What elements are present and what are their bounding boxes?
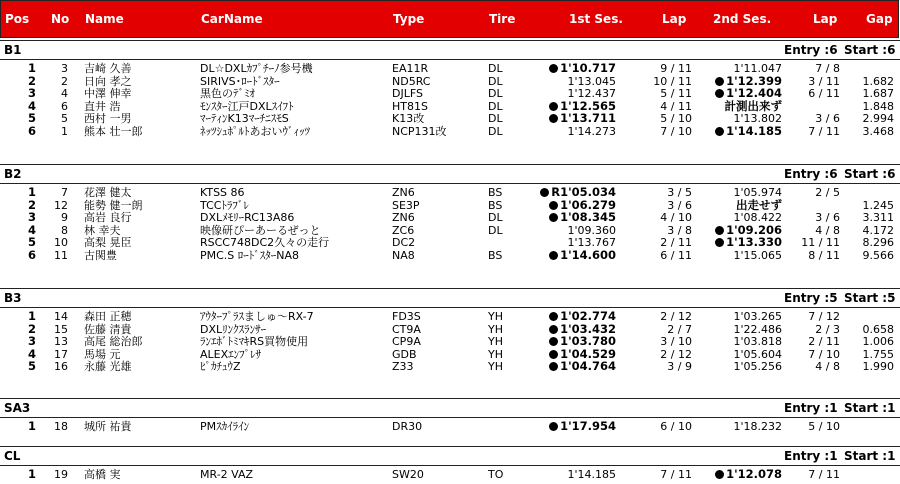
table-row	[0, 360, 900, 373]
no-cell: 15	[54, 322, 68, 336]
session1-time-cell	[520, 249, 616, 262]
driver-name-cell: 高尾 総治郎	[84, 335, 143, 349]
no-cell: 10	[54, 236, 68, 250]
gap-cell: 4.172	[862, 223, 894, 237]
best-lap-marker-icon	[715, 89, 724, 98]
type-cell: DR30	[392, 420, 423, 433]
section-header-b3	[0, 291, 900, 307]
driver-name-cell: 古関豊	[84, 249, 117, 262]
car-name-cell: KTSS 86	[200, 186, 245, 199]
col-carname: CarName	[201, 12, 263, 26]
no-cell: 13	[54, 335, 68, 349]
car-name-cell: MR-2 VAZ	[200, 468, 254, 481]
no-cell: 14	[54, 310, 68, 323]
no-cell: 9	[61, 211, 68, 225]
no-cell: 6	[61, 99, 68, 113]
no-cell: 2	[61, 74, 68, 88]
no-cell: 8	[61, 223, 68, 237]
no-cell: 12	[54, 198, 68, 212]
no-cell: 1	[61, 125, 68, 138]
session1-time-cell-text: 1'13.045	[567, 74, 616, 88]
type-cell: SE3P	[392, 198, 420, 212]
no-cell: 19	[54, 468, 68, 481]
section-entry-count: Entry :6	[784, 43, 838, 57]
lap2-cell: 2 / 11	[808, 335, 840, 349]
gap-cell: 8.296	[862, 236, 894, 250]
session1-time-cell-text: 1'04.529	[560, 346, 616, 361]
tire-cell: YH	[488, 322, 503, 336]
column-header	[0, 0, 899, 38]
lap1-cell: 3 / 5	[667, 186, 692, 199]
section-top-rule	[0, 288, 900, 289]
session1-time-cell	[520, 125, 616, 138]
lap1-cell: 6 / 11	[660, 249, 692, 262]
pos-cell: 3	[27, 210, 36, 225]
pos-cell: 5	[27, 359, 36, 374]
session1-time-cell-text: 1'13.767	[567, 236, 616, 250]
lap2-cell: 8 / 11	[808, 249, 840, 262]
table-row	[0, 100, 900, 113]
section-header-rule	[0, 307, 900, 308]
col-gap: Gap	[866, 12, 893, 26]
best-lap-marker-icon	[715, 226, 724, 235]
pos-cell: 3	[27, 86, 36, 101]
driver-name-cell: 能勢 健一朗	[84, 198, 143, 212]
pos-cell: 1	[27, 61, 36, 75]
session1-time-cell	[520, 75, 616, 88]
driver-name-cell: 日向 孝之	[84, 74, 132, 88]
best-lap-marker-icon	[715, 77, 724, 86]
col-ses2: 2nd Ses.	[713, 12, 772, 26]
type-cell: ZN6	[392, 211, 415, 225]
lap2-cell: 5 / 10	[808, 420, 840, 433]
tire-cell: BS	[488, 198, 503, 212]
session1-time-cell-text: 1'09.360	[567, 223, 616, 237]
tire-cell: DL	[488, 74, 503, 88]
table-row	[0, 323, 900, 336]
pos-cell: 5	[27, 235, 36, 250]
tire-cell: YH	[488, 360, 503, 374]
driver-name-cell: 馬場 元	[84, 347, 121, 361]
session2-time-cell-text: 計測出来ず	[724, 98, 782, 113]
session2-time-cell-text: 1'03.818	[733, 335, 782, 349]
lap1-cell: 6 / 10	[660, 420, 692, 433]
lap1-cell: 3 / 6	[667, 198, 692, 212]
session1-time-cell	[520, 360, 616, 373]
section-start-count: Start :6	[844, 43, 896, 57]
type-cell: SW20	[392, 468, 424, 481]
pos-cell: 1	[27, 185, 36, 199]
session2-time-cell	[688, 199, 782, 212]
section-header-b1	[0, 43, 900, 59]
tire-cell: BS	[488, 186, 503, 199]
session2-time-cell-text: 1'09.206	[726, 222, 782, 237]
session2-time-cell-text: 1'12.399	[726, 73, 782, 88]
session2-time-cell-text: 1'08.422	[733, 211, 782, 225]
session2-time-cell-text: 1'13.330	[726, 235, 782, 250]
best-lap-marker-icon	[549, 422, 558, 431]
lap1-cell: 10 / 11	[653, 74, 692, 88]
session1-time-cell-text: 1'10.717	[560, 61, 616, 75]
driver-name-cell: 森田 正穂	[84, 310, 132, 323]
session1-time-cell	[520, 211, 616, 224]
type-cell: NA8	[392, 249, 415, 262]
driver-name-cell: 花澤 健太	[84, 186, 132, 199]
pos-cell: 1	[27, 309, 36, 323]
session2-time-cell	[688, 335, 782, 348]
session1-time-cell-text: 1'02.774	[560, 309, 616, 323]
session2-time-cell-text: 出走せず	[736, 197, 782, 212]
type-cell: ND5RC	[392, 74, 431, 88]
table-row	[0, 125, 900, 138]
table-row	[0, 420, 900, 433]
section-class-label: B1	[4, 43, 22, 57]
tire-cell: YH	[488, 310, 503, 323]
section-start-count: Start :6	[844, 167, 896, 181]
type-cell: K13改	[392, 112, 425, 126]
gap-cell: 1.990	[862, 360, 894, 374]
session1-time-cell-text: 1'08.345	[560, 210, 616, 225]
lap1-cell: 2 / 7	[667, 322, 692, 336]
lap2-cell: 7 / 11	[808, 468, 840, 481]
col-ses1: 1st Ses.	[569, 12, 623, 26]
section-entry-count: Entry :6	[784, 167, 838, 181]
table-row	[0, 249, 900, 262]
lap1-cell: 2 / 12	[660, 347, 692, 361]
session2-time-cell	[688, 348, 782, 361]
type-cell: DJLFS	[392, 87, 423, 101]
pos-cell: 4	[27, 346, 36, 361]
type-cell: EA11R	[392, 62, 429, 75]
lap2-cell: 2 / 3	[815, 322, 840, 336]
session1-time-cell-text: 1'06.279	[560, 197, 616, 212]
tire-cell: YH	[488, 347, 503, 361]
driver-name-cell: 永藤 光雄	[84, 360, 132, 374]
pos-cell: 4	[27, 98, 36, 113]
session1-time-cell-text: 1'03.432	[560, 321, 616, 336]
lap2-cell: 2 / 5	[815, 186, 840, 199]
type-cell: ZC6	[392, 223, 415, 237]
driver-name-cell: 西村 一男	[84, 112, 132, 126]
gap-cell: 1.755	[862, 347, 894, 361]
tire-cell: DL	[488, 223, 503, 237]
car-name-cell: ﾏｰﾃｨﾝK13ﾏｰﾁﾆｽﾓS	[200, 112, 289, 126]
no-cell: 11	[54, 249, 68, 262]
no-cell: 16	[54, 360, 68, 374]
best-lap-marker-icon	[549, 201, 558, 210]
session2-time-cell-text: 1'12.078	[726, 467, 782, 481]
lap1-cell: 5 / 10	[660, 112, 692, 126]
no-cell: 3	[61, 62, 68, 75]
lap1-cell: 9 / 11	[660, 62, 692, 75]
car-name-cell: RSCC748DC2久々の走行	[200, 236, 330, 250]
pos-cell: 6	[27, 248, 36, 262]
session1-time-cell-text: 1'13.711	[560, 111, 616, 126]
tire-cell: DL	[488, 62, 503, 75]
section-entry-count: Entry :1	[784, 401, 838, 415]
col-type: Type	[393, 12, 425, 26]
section-header-rule	[0, 465, 900, 466]
type-cell: CT9A	[392, 322, 421, 336]
section-start-count: Start :1	[844, 449, 896, 463]
gap-cell: 3.468	[862, 125, 894, 138]
pos-cell: 2	[27, 73, 36, 88]
pos-cell: 4	[27, 222, 36, 237]
session1-time-cell-text: 1'03.780	[560, 334, 616, 349]
pos-cell: 2	[27, 321, 36, 336]
session1-time-cell-text: 1'17.954	[560, 419, 616, 433]
lap1-cell: 3 / 8	[667, 223, 692, 237]
type-cell: NCP131改	[392, 125, 447, 138]
best-lap-marker-icon	[715, 470, 724, 479]
best-lap-marker-icon	[549, 337, 558, 346]
lap2-cell: 11 / 11	[801, 236, 840, 250]
section-entry-count: Entry :1	[784, 449, 838, 463]
car-name-cell: ﾋﾟｶﾁｭｳZ	[200, 360, 241, 374]
section-top-rule	[0, 398, 900, 399]
tire-cell: DL	[488, 112, 503, 126]
lap1-cell: 5 / 11	[660, 87, 692, 101]
best-lap-marker-icon	[549, 350, 558, 359]
best-lap-marker-icon	[549, 213, 558, 222]
section-class-label: CL	[4, 449, 21, 463]
driver-name-cell: 高岩 良行	[84, 211, 132, 225]
driver-name-cell: 吉崎 久善	[84, 62, 132, 75]
type-cell: Z33	[392, 360, 414, 374]
session2-time-cell	[688, 249, 782, 262]
tire-cell: YH	[488, 335, 503, 349]
section-class-label: SA3	[4, 401, 31, 415]
gap-cell: 1.687	[862, 87, 894, 101]
session1-time-cell	[520, 112, 616, 125]
session1-time-cell-text: 1'04.764	[560, 359, 616, 374]
session2-time-cell-text: 1'05.974	[733, 186, 782, 199]
pos-cell: 1	[27, 419, 36, 433]
type-cell: FD3S	[392, 310, 421, 323]
lap2-cell: 6 / 11	[808, 87, 840, 101]
car-name-cell: DXLﾒﾓﾘｰRC13A86	[200, 211, 295, 225]
col-lap1: Lap	[662, 12, 687, 26]
lap1-cell: 3 / 9	[667, 360, 692, 374]
car-name-cell: ﾓﾝｽﾀｰ江戸DXLｽｲﾌﾄ	[200, 99, 294, 113]
session2-time-cell-text: 1'11.047	[733, 62, 782, 75]
lap1-cell: 2 / 12	[660, 310, 692, 323]
session1-time-cell-text: 1'14.273	[567, 125, 616, 138]
driver-name-cell: 熊本 壮一郎	[84, 125, 143, 138]
tire-cell: DL	[488, 211, 503, 225]
session1-time-cell-text: R1'05.034	[551, 185, 616, 199]
col-lap2: Lap	[813, 12, 838, 26]
session2-time-cell	[688, 236, 782, 249]
session1-time-cell-text: 1'14.600	[560, 248, 616, 262]
gap-cell: 1.682	[862, 74, 894, 88]
section-header-rule	[0, 59, 900, 60]
lap1-cell: 4 / 10	[660, 211, 692, 225]
session2-time-cell	[688, 323, 782, 336]
pos-cell: 3	[27, 334, 36, 349]
table-row	[0, 310, 900, 323]
best-lap-marker-icon	[549, 251, 558, 260]
car-name-cell: DXLﾘﾝｸｽﾗﾝｻｰ	[200, 322, 267, 336]
no-cell: 4	[61, 87, 68, 101]
section-class-label: B3	[4, 291, 22, 305]
session1-time-cell	[520, 62, 616, 75]
gap-cell: 1.245	[862, 198, 894, 212]
session2-time-cell	[688, 310, 782, 323]
tire-cell: DL	[488, 87, 503, 101]
car-name-cell: DL☆DXLｶﾌﾟﾁｰﾉ参号機	[200, 62, 313, 75]
tire-cell: TO	[488, 468, 504, 481]
table-row	[0, 468, 900, 481]
session2-time-cell	[688, 420, 782, 433]
best-lap-marker-icon	[549, 325, 558, 334]
col-tire: Tire	[489, 12, 516, 26]
tire-cell: DL	[488, 99, 503, 113]
pos-cell: 5	[27, 111, 36, 126]
pos-cell: 1	[27, 467, 36, 481]
gap-cell: 0.658	[862, 322, 894, 336]
no-cell: 5	[61, 112, 68, 126]
car-name-cell: ﾗﾝｴﾎﾞﾄﾐﾏｷRS買物使用	[200, 335, 309, 349]
pos-cell: 6	[27, 124, 36, 138]
type-cell: GDB	[392, 347, 417, 361]
lap1-cell: 2 / 11	[660, 236, 692, 250]
section-top-rule	[0, 40, 900, 41]
gap-cell: 1.848	[862, 99, 894, 113]
session2-time-cell-text: 1'22.486	[733, 322, 782, 336]
col-no: No	[51, 12, 70, 26]
lap2-cell: 7 / 8	[815, 62, 840, 75]
tire-cell: DL	[488, 125, 503, 138]
best-lap-marker-icon	[715, 238, 724, 247]
section-header-b2	[0, 167, 900, 183]
best-lap-marker-icon	[715, 127, 724, 136]
lap2-cell: 3 / 6	[815, 211, 840, 225]
driver-name-cell: 高梨 晃臣	[84, 236, 132, 250]
session1-time-cell	[520, 224, 616, 237]
best-lap-marker-icon	[540, 188, 549, 197]
gap-cell: 9.566	[862, 249, 894, 262]
lap2-cell: 4 / 8	[815, 360, 840, 374]
session1-time-cell	[520, 468, 616, 481]
table-row	[0, 199, 900, 212]
section-entry-count: Entry :5	[784, 291, 838, 305]
table-row	[0, 236, 900, 249]
type-cell: DC2	[392, 236, 416, 250]
session2-time-cell-text: 1'12.404	[726, 86, 782, 101]
section-top-rule	[0, 446, 900, 447]
no-cell: 18	[54, 420, 68, 433]
best-lap-marker-icon	[549, 362, 558, 371]
pos-cell: 2	[27, 197, 36, 212]
lap2-cell: 3 / 6	[815, 112, 840, 126]
lap2-cell: 7 / 10	[808, 347, 840, 361]
section-header-sa3	[0, 401, 900, 417]
best-lap-marker-icon	[549, 64, 558, 73]
gap-cell: 1.006	[862, 335, 894, 349]
lap2-cell: 3 / 11	[808, 74, 840, 88]
car-name-cell: SIRIVS･ﾛｰﾄﾞｽﾀｰ	[200, 74, 280, 88]
car-name-cell: 黒色のﾃﾞﾐｵ	[200, 87, 255, 101]
session2-time-cell-text: 1'13.802	[733, 112, 782, 126]
session2-time-cell-text: 1'15.065	[733, 249, 782, 262]
car-name-cell: ｱｳﾀｰﾌﾟﾗｽましゅ～RX-7	[200, 310, 314, 323]
driver-name-cell: 直井 浩	[84, 99, 121, 113]
driver-name-cell: 城所 祐貴	[84, 420, 132, 433]
gap-cell: 2.994	[862, 112, 894, 126]
session2-time-cell-text: 1'03.265	[733, 310, 782, 323]
session2-time-cell	[688, 100, 782, 113]
lap2-cell: 4 / 8	[815, 223, 840, 237]
col-pos: Pos	[5, 12, 30, 26]
no-cell: 7	[61, 186, 68, 199]
type-cell: CP9A	[392, 335, 421, 349]
table-row	[0, 335, 900, 348]
lap1-cell: 3 / 10	[660, 335, 692, 349]
lap1-cell: 7 / 11	[660, 468, 692, 481]
best-lap-marker-icon	[549, 114, 558, 123]
session2-time-cell	[688, 360, 782, 373]
driver-name-cell: 佐藤 清貴	[84, 322, 132, 336]
driver-name-cell: 高橋 実	[84, 468, 121, 481]
session2-time-cell	[688, 125, 782, 138]
session2-time-cell-text: 1'18.232	[733, 420, 782, 433]
section-start-count: Start :5	[844, 291, 896, 305]
tire-cell: BS	[488, 249, 503, 262]
type-cell: ZN6	[392, 186, 415, 199]
section-top-rule	[0, 164, 900, 165]
lap1-cell: 4 / 11	[660, 99, 692, 113]
lap1-cell: 7 / 10	[660, 125, 692, 138]
car-name-cell: PMｽｶｲﾗｲﾝ	[200, 420, 250, 433]
driver-name-cell: 林 幸夫	[84, 223, 121, 237]
session2-time-cell-text: 1'14.185	[726, 124, 782, 138]
session2-time-cell	[688, 468, 782, 481]
car-name-cell: 映像研ぴーあーるぜっと	[200, 223, 321, 237]
session2-time-cell-text: 1'05.256	[733, 360, 782, 374]
session2-time-cell-text: 1'05.604	[733, 347, 782, 361]
lap2-cell: 7 / 11	[808, 125, 840, 138]
session1-time-cell	[520, 420, 616, 433]
session1-time-cell-text: 1'12.437	[567, 87, 616, 101]
section-header-rule	[0, 417, 900, 418]
car-name-cell: PMC.S ﾛｰﾄﾞｽﾀｰNA8	[200, 249, 300, 262]
section-header-rule	[0, 183, 900, 184]
lap2-cell: 7 / 12	[808, 310, 840, 323]
best-lap-marker-icon	[549, 312, 558, 321]
section-start-count: Start :1	[844, 401, 896, 415]
driver-name-cell: 中澤 伸幸	[84, 87, 132, 101]
car-name-cell: ﾈｯﾂｼｭﾎﾟﾙﾄあおいｳﾞｨｯﾂ	[200, 125, 310, 138]
table-row	[0, 348, 900, 361]
gap-cell: 3.311	[862, 211, 894, 225]
best-lap-marker-icon	[549, 102, 558, 111]
type-cell: HT81S	[392, 99, 428, 113]
no-cell: 17	[54, 347, 68, 361]
session1-time-cell-text: 1'14.185	[567, 468, 616, 481]
car-name-cell: TCCﾄﾗﾌﾞﾚ	[200, 198, 249, 212]
car-name-cell: ALEXｴﾝﾌﾟﾚｻ	[200, 347, 262, 361]
col-name: Name	[85, 12, 124, 26]
section-class-label: B2	[4, 167, 22, 181]
session1-time-cell-text: 1'12.565	[560, 98, 616, 113]
section-header-cl	[0, 449, 900, 465]
